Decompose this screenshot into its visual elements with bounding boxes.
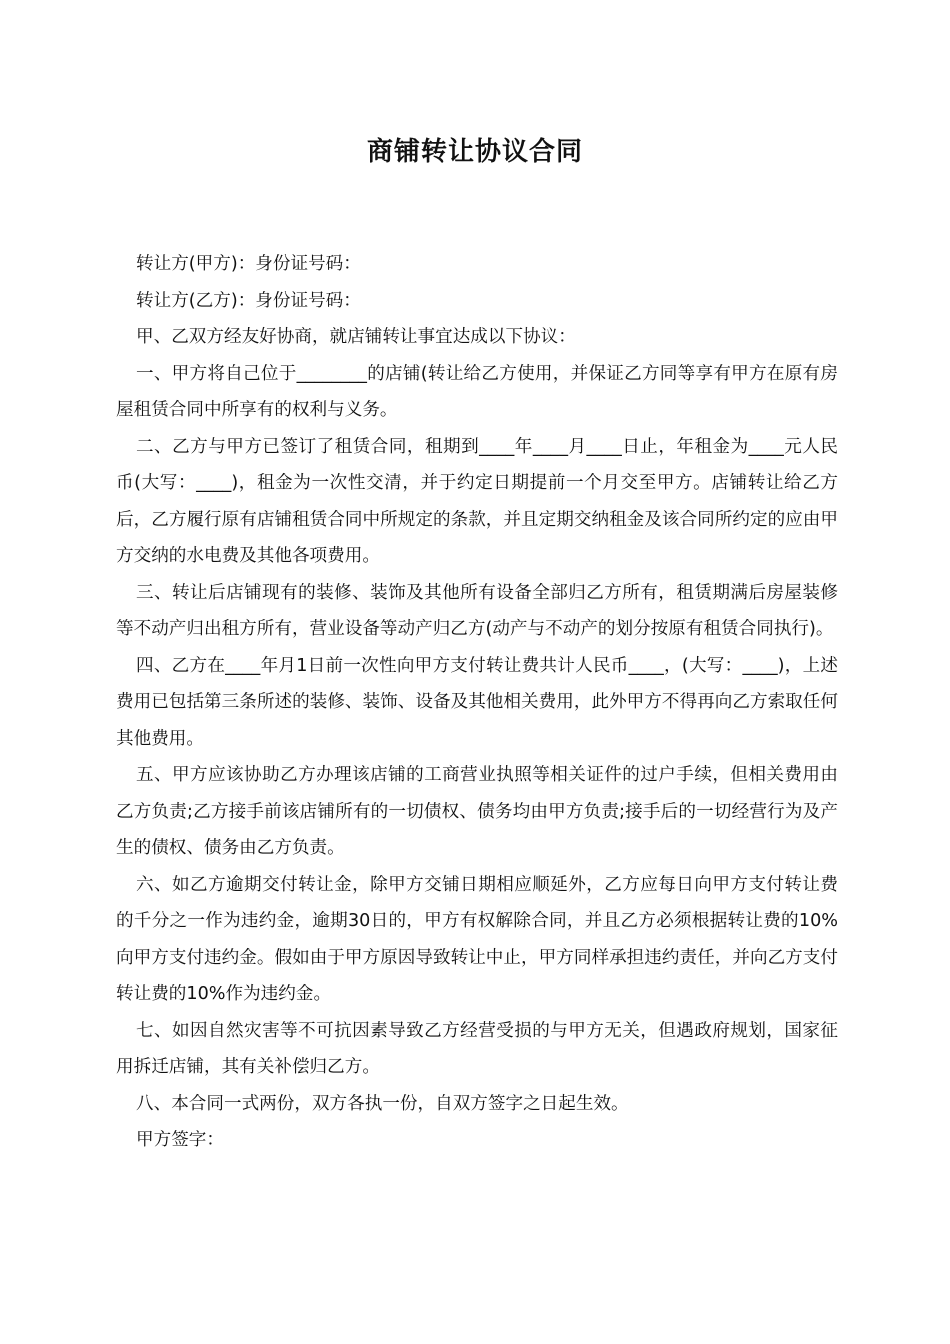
clause-3: 三、转让后店铺现有的装修、装饰及其他所有设备全部归乙方所有，租赁期满后房屋装修等不动产归出租方所有，营业设备等动产归乙方(动产与不动产的划分按原有租赁合同执行)。 [116,582,838,639]
party-b-line: 转让方(乙方)：身份证号码： [136,290,361,311]
clause-8: 八、本合同一式两份，双方各执一份，自双方签字之日起生效。 [136,1093,629,1114]
preamble-paragraph: 甲、乙双方经友好协商，就店铺转让事宜达成以下协议： [136,327,576,347]
party-a-signature-line: 甲方签字： [136,1130,224,1150]
clause-4: 四、乙方在____年月1日前一次性向甲方支付转让费共计人民币____，(大写：____)，上述费用已包括第三条所述的装修、装饰、设备及其他相关费用，此外甲方不得再向乙方索取任何其他费用。 [116,655,838,749]
party-a-line: 转让方(甲方)：身份证号码： [136,254,361,274]
clause-6: 六、如乙方逾期交付转让金，除甲方交铺日期相应顺延外，乙方应每日向甲方支付转让费的千分之一作为违约金，逾期30日的，甲方有权解除合同，并且乙方必须根据转让费的10%向甲方支付违约金。假如由于甲方原因导致转让中止，甲方同样承担违约责任，并向乙方支付转让费的10%作为违约金。 [116,874,838,1004]
clause-2: 二、乙方与甲方已签订了租赁合同，租期到____年____月____日止，年租金为____元人民币(大写：____)，租金为一次性交清，并于约定日期提前一个月交至甲方。店铺转让给乙方后，乙方履行原有店铺租赁合同中所规定的条款，并且定期交纳租金及该合同所约定的应由甲方交纳的水电费及其他各项费用。 [116,436,838,566]
clause-1: 一、甲方将自己位于________的店铺(转让给乙方使用，并保证乙方同等享有甲方在原有房屋租赁合同中所享有的权利与义务。 [116,363,838,420]
clause-7: 七、如因自然灾害等不可抗因素导致乙方经营受损的与甲方无关，但遇政府规划，国家征用拆迁店铺，其有关补偿归乙方。 [116,1020,838,1077]
document-body [116,246,838,1159]
document-title: 商铺转让协议合同 [366,137,583,167]
clause-5: 五、甲方应该协助乙方办理该店铺的工商营业执照等相关证件的过户手续，但相关费用由乙方负责;乙方接手前该店铺所有的一切债权、债务均由甲方负责;接手后的一切经营行为及产生的债权、债务由乙方负责。 [116,765,838,858]
